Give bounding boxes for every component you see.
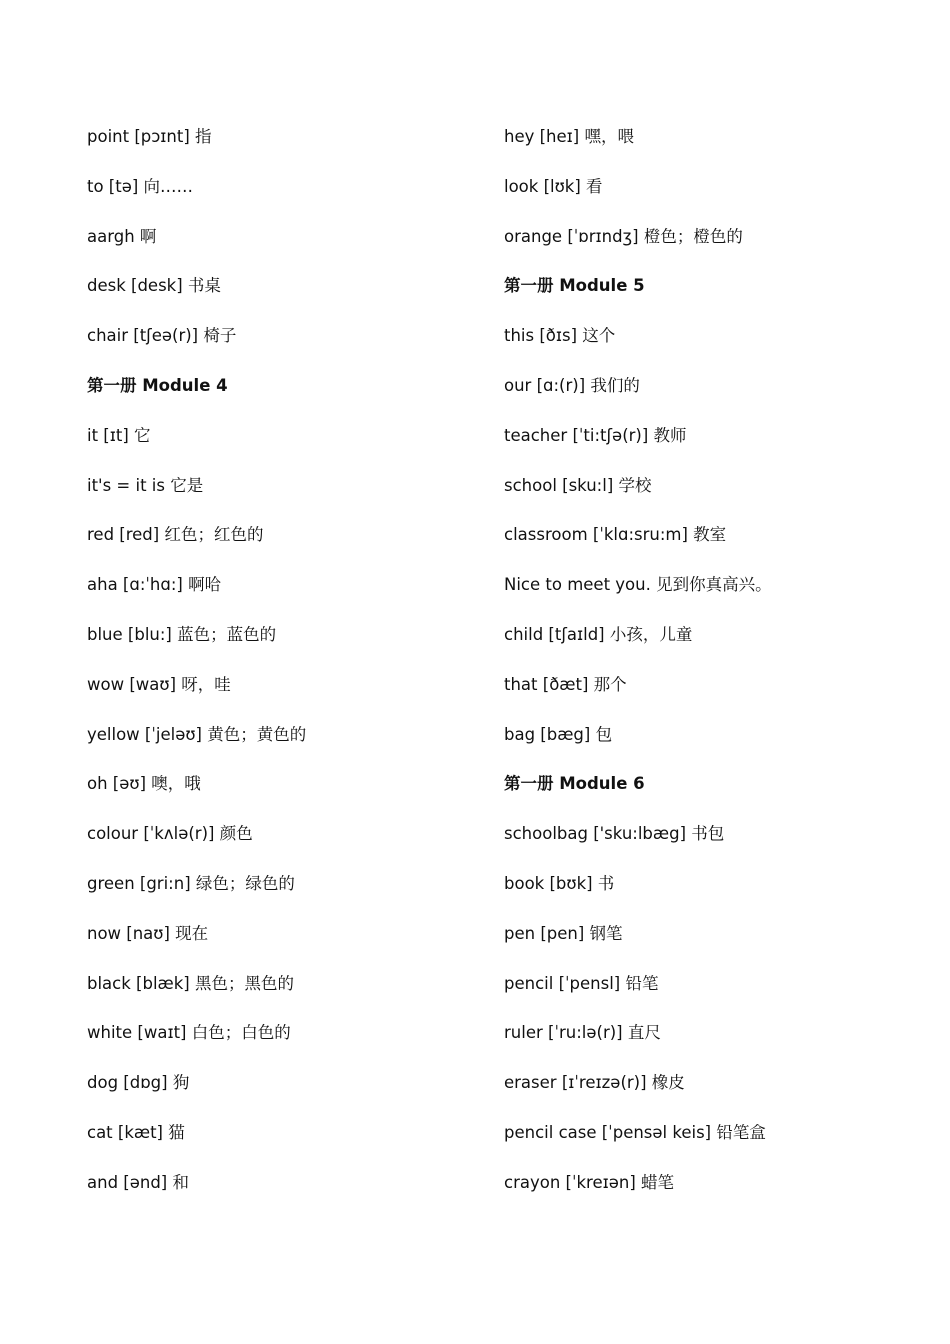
module-heading: 第一册 Module 4 bbox=[87, 375, 228, 395]
vocab-entry: oh [əʊ] 噢，哦 bbox=[87, 774, 201, 794]
vocab-entry: yellow [ˈjeləʊ] 黄色；黄色的 bbox=[87, 724, 307, 744]
vocab-entry: chair [tʃeə(r)] 椅子 bbox=[87, 326, 237, 346]
vocab-entry: orange [ˈɒrɪndʒ] 橙色；橙色的 bbox=[504, 226, 743, 246]
vocab-entry: black [blæk] 黑色；黑色的 bbox=[87, 973, 294, 993]
vocab-entry: schoolbag ['sku:lbæg] 书包 bbox=[504, 824, 725, 844]
vocab-entry: pencil [ˈpensl] 铅笔 bbox=[504, 973, 659, 993]
vocab-entry: wow [waʊ] 呀，哇 bbox=[87, 674, 231, 694]
vocab-entry: teacher [ˈti:tʃə(r)] 教师 bbox=[504, 425, 687, 445]
vocab-entry: dog [dɒg] 狗 bbox=[87, 1073, 190, 1093]
vocab-entry: point [pɔɪnt] 指 bbox=[87, 127, 212, 146]
vocab-entry: book [bʊk] 书 bbox=[504, 873, 615, 893]
vocab-entry: pencil case [ˈpensəl keis] 铅笔盒 bbox=[504, 1122, 766, 1142]
vocab-entry: this [ðɪs] 这个 bbox=[504, 326, 616, 346]
vocab-entry: Nice to meet you. 见到你真高兴。 bbox=[504, 575, 772, 595]
vocab-entry: now [naʊ] 现在 bbox=[87, 923, 209, 943]
vocab-entry: it's = it is 它是 bbox=[87, 475, 204, 495]
vocab-entry: bag [bæg] 包 bbox=[504, 724, 613, 744]
vocab-entry: aha [ɑ:ˈhɑ:] 啊哈 bbox=[87, 575, 222, 595]
vocab-entry: crayon [ˈkreɪən] 蜡笔 bbox=[504, 1172, 675, 1192]
right-column bbox=[504, 124, 924, 1220]
vocab-entry: white [waɪt] 白色；白色的 bbox=[87, 1023, 291, 1043]
vocab-entry: desk [desk] 书桌 bbox=[87, 276, 221, 296]
vocab-entry: that [ðæt] 那个 bbox=[504, 674, 627, 694]
vocab-entry: and [ənd] 和 bbox=[87, 1172, 189, 1192]
vocab-entry: child [tʃaɪld] 小孩，儿童 bbox=[504, 624, 693, 644]
vocab-entry: colour [ˈkʌlə(r)] 颜色 bbox=[87, 824, 253, 844]
vocab-entry: red [red] 红色；红色的 bbox=[87, 525, 264, 545]
left-column bbox=[87, 124, 507, 1220]
vocab-entry: school [sku:l] 学校 bbox=[504, 475, 652, 495]
vocab-entry: to [tə] 向…… bbox=[87, 176, 194, 196]
vocab-entry: ruler [ˈru:lə(r)] 直尺 bbox=[504, 1023, 661, 1043]
vocab-entry: aargh 啊 bbox=[87, 226, 157, 246]
vocab-entry: our [ɑ:(r)] 我们的 bbox=[504, 375, 640, 395]
vocab-entry: cat [kæt] 猫 bbox=[87, 1122, 185, 1142]
vocab-entry: eraser [ɪˈreɪzə(r)] 橡皮 bbox=[504, 1073, 685, 1093]
vocab-entry: it [ɪt] 它 bbox=[87, 425, 151, 445]
vocab-entry: hey [heɪ] 嘿，喂 bbox=[504, 127, 634, 146]
vocab-entry: green [gri:n] 绿色；绿色的 bbox=[87, 873, 295, 893]
vocab-entry: classroom [ˈklɑ:sru:m] 教室 bbox=[504, 525, 727, 545]
module-heading: 第一册 Module 6 bbox=[504, 774, 645, 794]
vocab-entry: look [lʊk] 看 bbox=[504, 176, 603, 196]
vocab-entry: pen [pen] 钢笔 bbox=[504, 923, 623, 943]
vocab-entry: blue [blu:] 蓝色；蓝色的 bbox=[87, 624, 277, 644]
module-heading: 第一册 Module 5 bbox=[504, 276, 645, 296]
